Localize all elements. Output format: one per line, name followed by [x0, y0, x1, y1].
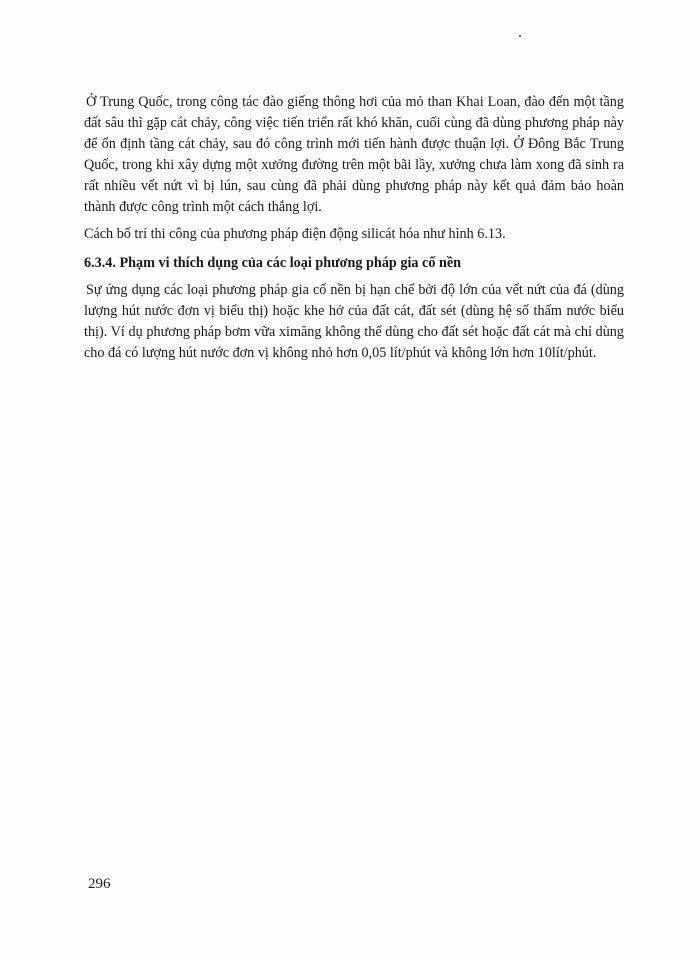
section-heading: 6.3.4. Phạm vi thích dụng của các loại phương pháp gia cố nền — [84, 255, 462, 271]
paragraph-mining-example: Ở Trung Quốc, trong công tác đào giếng thông hơi của mỏ than Khai Loan, đào đến một tầng đất sâu thì gặp cát chảy, công việc tiến triển rất khó khăn, cuối cùng đã dùng phương pháp này để ổn định tầng cát chảy, sau đó công trình mới tiến hành được thuận lợi. Ở Đông Bắc Trung Quốc, trong khi xây dựng một xưởng đường trên một bãi lầy, xưởng chưa làm xong đã sinh ra rất nhiều vết nứt vì bị lún, sau cùng đã phải dùng phương pháp này kết quả đảm bảo hoàn thành được công trình một cách thắng lợi. — [84, 94, 624, 215]
page-number: 296 — [88, 876, 111, 892]
page-body — [84, 92, 624, 370]
paragraph-applicability: Sự ứng dụng các loại phương pháp gia cố nền bị hạn chế bởi độ lớn của vết nứt của đá (dùng lượng hút nước đơn vị biểu thị) hoặc khe hở của đất cát, đất sét (dùng hệ số thấm nước biểu thị). Ví dụ phương pháp bơm vữa ximăng không thể dùng cho đất sét hoặc đất cát mà chỉ dùng cho đá có lượng hút nước đơn vị không nhỏ hơn 0,05 lít/phút và không lớn hơn 10lít/phút. — [84, 282, 624, 361]
paragraph-layout-reference: Cách bố trí thi công của phương pháp điện động silicát hóa như hình 6.13. — [84, 226, 506, 242]
scan-speck — [519, 35, 521, 37]
